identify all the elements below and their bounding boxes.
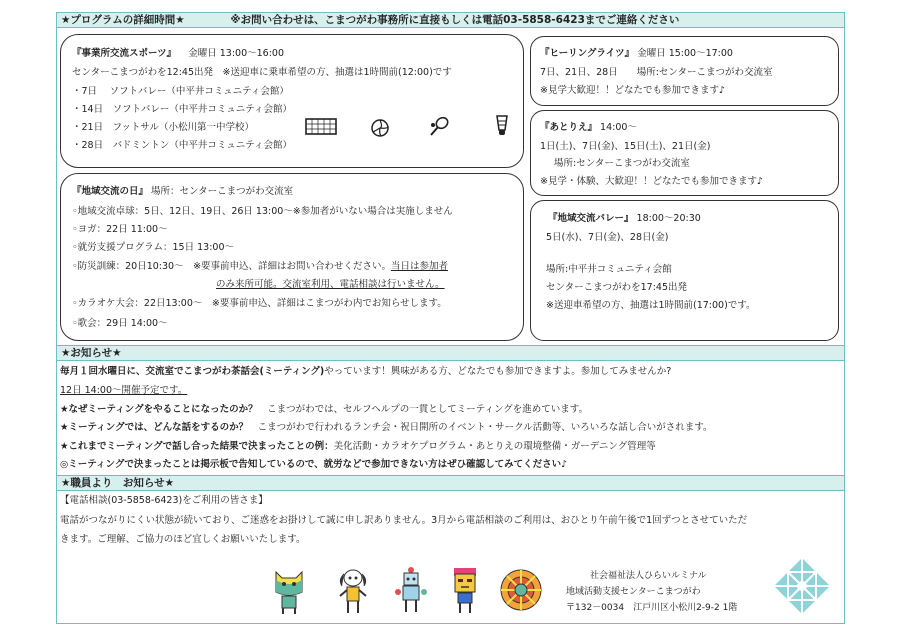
volley-title: 『地域交流バレー』 xyxy=(548,213,634,224)
dog-mascot-illustration xyxy=(336,566,370,616)
news-l3b: こまつがわでは、セルフヘルプの一貫としてミーティングを進めています。 xyxy=(257,404,588,415)
atorie-dates: 1日(土)、7日(金)、15日(土)、21日(金) xyxy=(540,141,711,152)
footer-address: 〒132－0034 江戸川区小松川2-9-2 1階 xyxy=(566,603,738,613)
news-line-3 xyxy=(60,404,588,416)
news-line-5 xyxy=(60,441,656,453)
shuttlecock-icon xyxy=(494,114,510,138)
community-item: ◦地域交流卓球：5日、12日、19日、26日 13:00～※参加者がいない場合は実施しません xyxy=(72,206,453,217)
atorie-place: 場所:センターこまつがわ交流室 xyxy=(554,158,690,169)
staff-line-3: きます。ご理解、ご協力のほど宜しくお願いいたします。 xyxy=(60,534,306,545)
news-l1b: こまつがわ茶話会(ミーティング) xyxy=(183,366,325,377)
news-header-bar xyxy=(56,345,845,361)
sports-title: 『事業所交流スポーツ』 xyxy=(72,48,177,59)
community-title: 『地域交流の日』 xyxy=(72,186,149,197)
community-karaoke: ◦カラオケ大会：22日13:00～ ※要事前申込、詳細はこまつがわ内でお知らせします。 xyxy=(72,298,447,309)
footer-org-1: 社会福祉法人ひらいルミナル xyxy=(590,571,707,581)
staff-title: ★職員より お知らせ★ xyxy=(61,477,175,489)
cat-mascot-illustration xyxy=(272,566,306,616)
news-l5a: ★これまでミーティングで話し合った結果で決まったことの例： xyxy=(60,441,334,452)
sports-time: 金曜日 13:00～16:00 xyxy=(188,48,284,59)
program-header-title: ★プログラムの詳細時間★ xyxy=(61,14,185,26)
community-box xyxy=(60,173,524,341)
volley-dates: 5日(水)、7日(金)、28日(金) xyxy=(546,232,669,243)
staff-header-bar xyxy=(56,475,845,491)
contact-notice: ※お問い合わせは、こまつがわ事務所に直接もしくは電話03-5858-6423までご連絡ください xyxy=(230,14,680,26)
community-song: ◦歌会：29日 14:00～ xyxy=(72,318,168,329)
atorie-note: ※見学・体験、大歓迎！！どなたでも参加できます♪ xyxy=(540,176,764,187)
staff-line-1: 【電話相談(03-5858-6423)をご利用の皆さま】 xyxy=(60,495,268,506)
news-l4a: ★ミーティングでは、どんな話をするのか？ xyxy=(60,422,249,433)
sports-item: ・21日 フットサル（小松川第一中学校） xyxy=(72,122,254,133)
racket-icon xyxy=(428,116,450,138)
news-line-4 xyxy=(60,422,713,434)
news-l5b: 美化活動・カラオケプログラム・あとりえの環境整備・ガーデニング管理等 xyxy=(333,441,656,452)
staff-line-2: 電話がつながりにくい状態が続いており、ご迷惑をお掛けして誠に申し訳ありません。3月から電話相談のご利用は、おひとり午前午後で1回ずつとさせていただ xyxy=(60,515,748,526)
news-l3a: ★なぜミーティングをやることになったのか？ xyxy=(60,404,258,415)
healing-heading xyxy=(540,48,733,60)
sports-item: ・14日 ソフトバレー（中平井コミュニティ会館） xyxy=(72,104,292,115)
volley-depart: センターこまつがわを17:45出発 xyxy=(546,282,687,293)
atorie-time: 14:00～ xyxy=(600,122,637,133)
news-line-6: ◎ミーティングで決まったことは掲示板で告知しているので、就労などで参加できない方はぜひ確認してみてください♪ xyxy=(60,459,568,470)
healing-dates: 7日、21日、28日 場所:センターこまつがわ交流室 xyxy=(540,67,773,78)
community-drill-line xyxy=(72,261,448,273)
boy-mascot-illustration xyxy=(448,566,482,616)
news-line-1 xyxy=(60,366,671,378)
volley-note: ※送迎車希望の方、抽選は1時間前(17:00)です。 xyxy=(546,300,756,311)
healing-title: 『ヒーリングライツ』 xyxy=(540,48,635,59)
news-l1a: 毎月１回水曜日に、交流室で xyxy=(60,366,184,377)
footer-org-2: 地域活動支援センターこまつがわ xyxy=(566,587,701,597)
news-l4b: こまつがわで行われるランチ会・祝日開所のイベント・サークル活動等、いろいろな話し合いがされます。 xyxy=(248,422,713,433)
volley-place: 場所:中平井コミュニティ会館 xyxy=(546,264,672,275)
healing-note: ※見学大歓迎！！どなたでも参加できます♪ xyxy=(540,85,726,96)
sports-heading xyxy=(72,48,284,60)
robot-mascot-illustration xyxy=(394,566,428,616)
news-line-2: 12日 14:00～開催予定です。 xyxy=(60,385,188,396)
sports-note: センターこまつがわを12:45出発 ※送迎車に乗車希望の方、抽選は1時間前(12:00)です xyxy=(72,67,452,78)
sports-item: ・7日 ソフトバレー（中平井コミュニティ会館） xyxy=(72,86,289,97)
volley-time: 18:00～20:30 xyxy=(636,213,701,224)
community-heading xyxy=(72,186,293,198)
community-place: 場所：センターこまつがわ交流室 xyxy=(151,186,294,197)
program-header-bar xyxy=(56,12,845,28)
healing-time: 金曜日 15:00～17:00 xyxy=(637,48,733,59)
sports-item: ・28日 バドミントン（中平井コミュニティ会館） xyxy=(72,140,292,151)
atorie-title: 『あとりえ』 xyxy=(540,122,598,133)
community-item: ◦ヨガ：22日 11:00～ xyxy=(72,224,168,235)
drill-underlined: 当日は参加者 xyxy=(391,261,449,272)
volley-heading xyxy=(548,213,701,225)
turtle-mascot-illustration xyxy=(496,566,546,616)
volleyball-icon xyxy=(370,118,390,138)
atorie-heading xyxy=(540,122,637,134)
drill-underlined-cont: のみ来所可能。交流室利用、電話相談は行いません。 xyxy=(216,279,445,290)
organization-logo xyxy=(772,556,832,616)
drill-text: ◦防災訓練：20日10:30～ ※要事前申込、詳細はお問い合わせください。 xyxy=(72,261,392,272)
community-item: ◦就労支援プログラム：15日 13:00～ xyxy=(72,242,234,253)
news-title: ★お知らせ★ xyxy=(61,347,122,359)
soccer-goal-icon xyxy=(304,116,338,136)
news-l1c: やっています！興味がある方、どなたでも参加できますよ。参加してみませんか? xyxy=(324,366,672,377)
